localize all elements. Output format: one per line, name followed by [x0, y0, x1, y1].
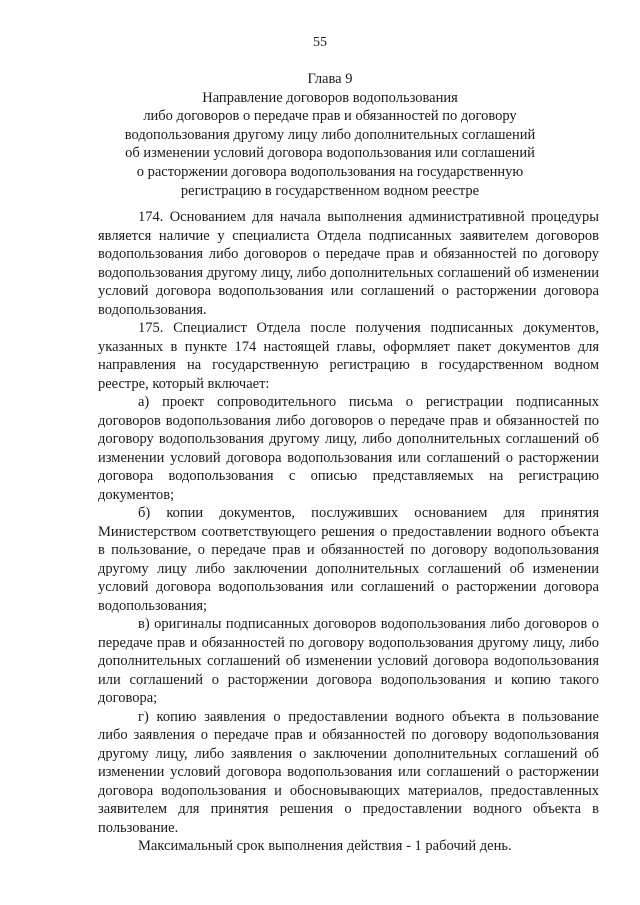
chapter-title-line: о расторжении договора водопользования на государственную [136, 163, 524, 180]
chapter-title-line: Направление договоров водопользования [202, 89, 458, 106]
page-number: 55 [313, 35, 327, 50]
chapter-title-line: водопользования другому лицу либо дополнительных соглашений [124, 126, 536, 143]
chapter-title-line: либо договоров о передаче прав и обязанностей по договору [143, 108, 517, 125]
chapter-label: Глава 9 [307, 71, 353, 87]
list-item-a: а) проект сопроводительного письма о регистрации подписанных договоров водопользования либо договоров о передаче прав и обязанностей по договору водопользования другому лицу, либо дополнительных соглашений об изменении условий договора водопользования или соглашений о расторжении договора водопользования с описью представляемых на регистрацию документов; [98, 394, 599, 503]
chapter-title-line: регистрацию в государственном водном реестре [180, 182, 480, 199]
list-item-b: б) копии документов, послуживших основанием для принятия Министерством соответствующего решения о предоставлении водного объекта в пользование, о передаче прав и обязанностей по договору водопользования другому лицу либо заключении дополнительных соглашений об изменении условий договора водопользования или соглашений о расторжении договора водопользования; [98, 505, 599, 614]
chapter-heading [80, 70, 580, 200]
paragraph-175: 175. Специалист Отдела после получения подписанных документов, указанных в пункте 174 настоящей главы, оформляет пакет документов для направления на государственную регистрацию в государственном водном реестре, который включает: [98, 320, 599, 392]
list-item-v: в) оригиналы подписанных договоров водопользования либо договоров о передаче прав и обязанностей по договору водопользования другому лицу, либо дополнительных соглашений об изменении условий договора водопользования или соглашений о расторжении договора водопользования и копию такого договора; [98, 616, 599, 706]
paragraph-174: 174. Основанием для начала выполнения административной процедуры является наличие у специалиста Отдела подписанных заявителем договоров водопользования либо договоров о передаче прав и обязанностей по договору водопользования другому лицу, либо дополнительных соглашений об изменении условий договора водопользования или соглашений о расторжении договора водопользования. [98, 209, 599, 318]
list-item-g: г) копию заявления о предоставлении водного объекта в пользование либо заявления о передаче прав и обязанностей по договору водопользования другому лицу, либо заявления о заключении дополнительных соглашений об изменении условий договора водопользования или соглашений о расторжении договора водопользования и обосновывающих материалов, предоставленных заявителем для принятия решения о предоставлении водного объекта в пользование. [98, 708, 599, 836]
max-duration-note: Максимальный срок выполнения действия - 1 рабочий день. [138, 838, 512, 854]
document-body [98, 208, 599, 856]
chapter-title-line: об изменении условий договора водопользования или соглашений [125, 145, 535, 162]
